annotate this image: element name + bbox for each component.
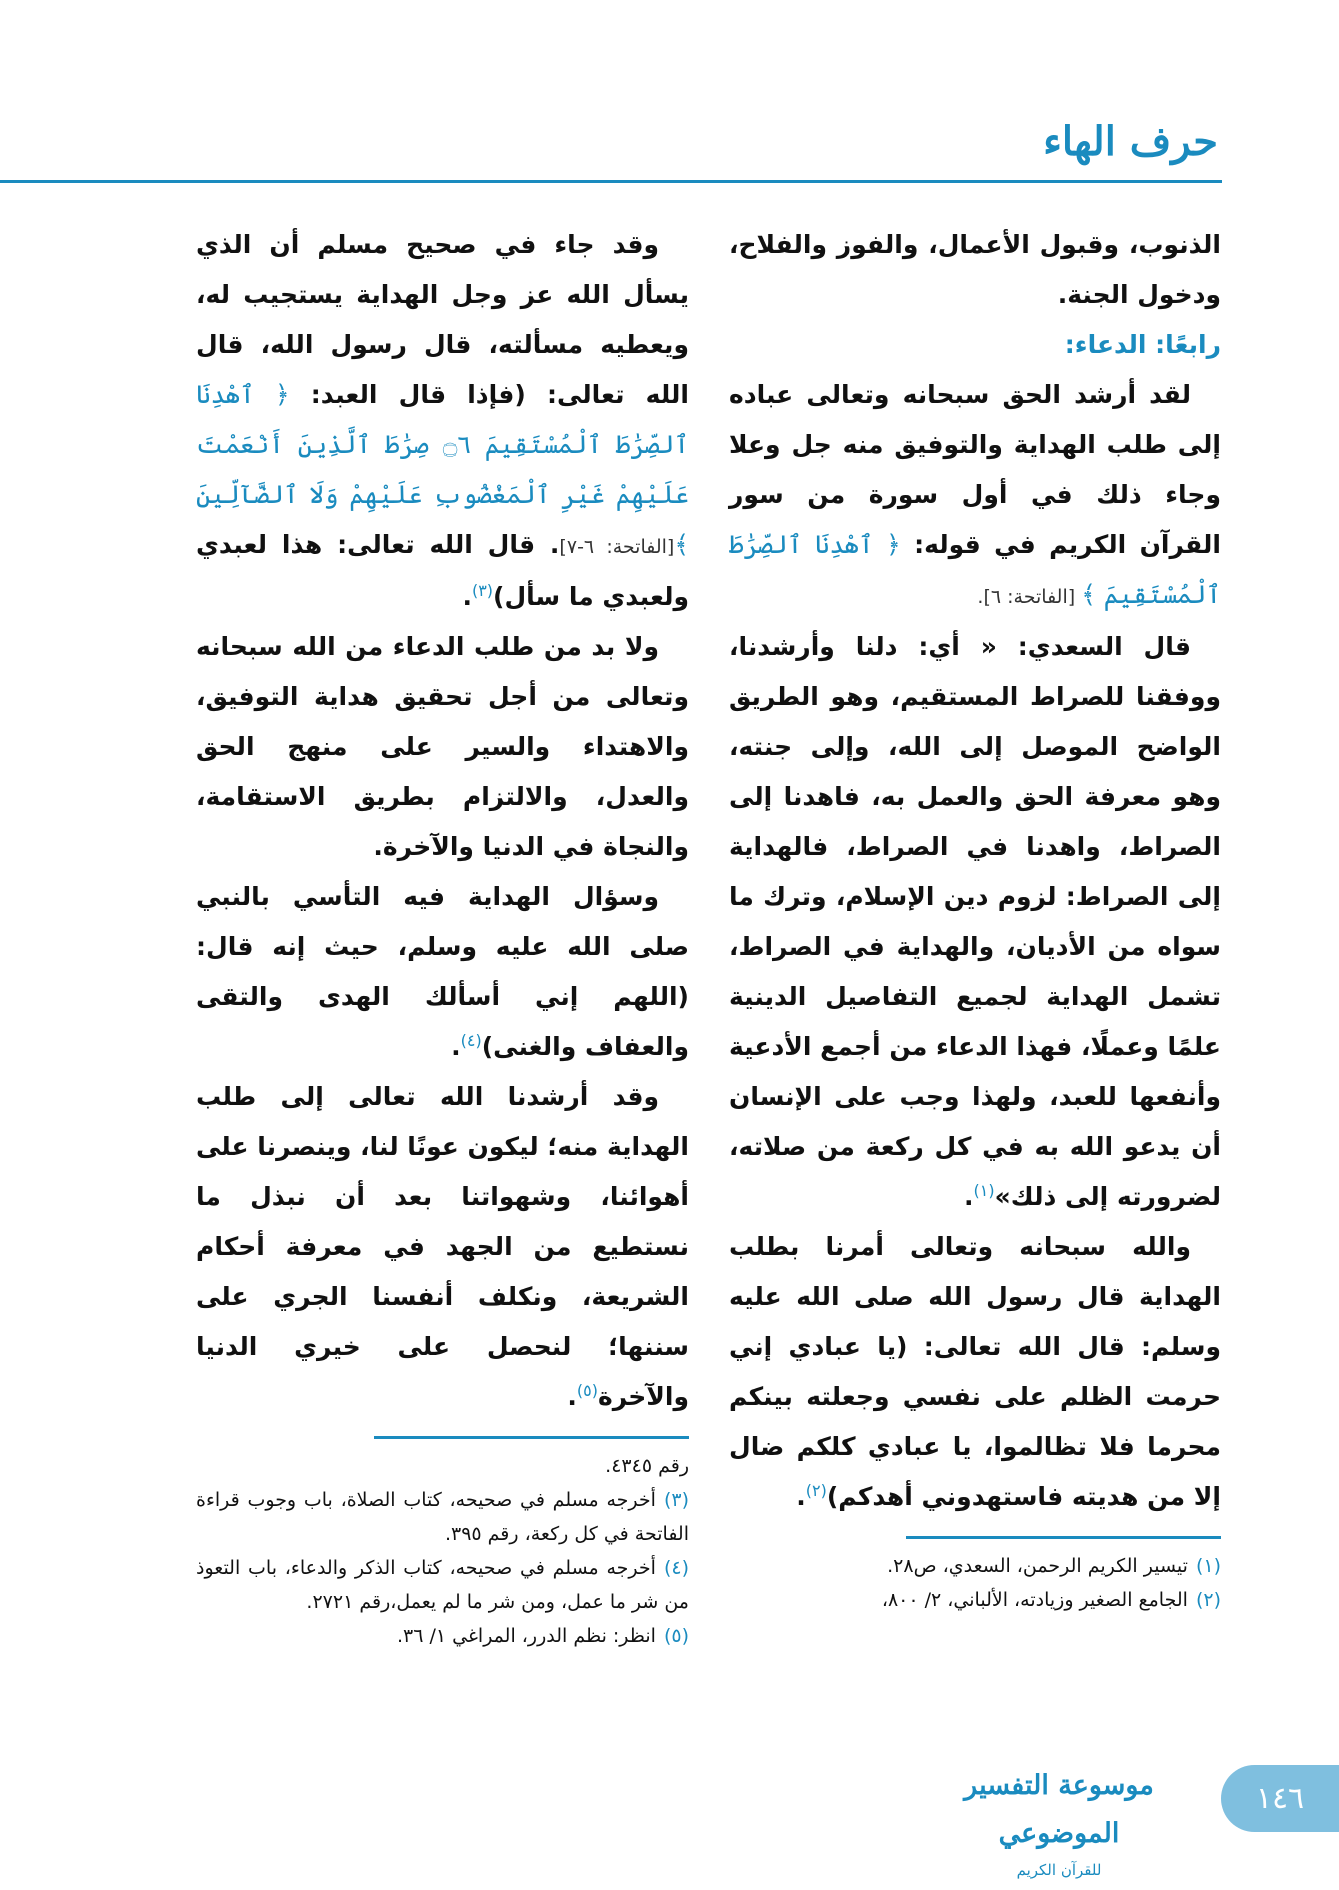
footnote [729, 1549, 1221, 1583]
footnote-number: (٣) [663, 1489, 689, 1511]
footnote-divider-right [906, 1536, 1221, 1539]
verse-reference: [الفاتحة: ٦]. [977, 586, 1082, 608]
footnote-number: (٢) [1195, 1589, 1221, 1611]
footnote-text: الجامع الصغير وزيادته، الألباني، ٢/ ٨٠٠، [881, 1589, 1188, 1611]
text-segment: وقد جاء في صحيح مسلم أن الذي يسأل الله عز وجل الهداية يستجيب له، ويعطيه مسألته، قال رسول الله، قال الله تعالى: (فإذا قال العبد: [196, 230, 689, 409]
paragraph [729, 370, 1221, 622]
encyclopedia-logo [934, 1762, 1184, 1879]
logo-subtitle: للقرآن الكريم [1016, 1861, 1102, 1879]
footnote-marker: (١) [973, 1181, 995, 1200]
footnote-marker: (٣) [471, 581, 494, 600]
text-segment: . [964, 1182, 974, 1211]
quran-verse: ﴿ ٱهْدِنَا ٱلصِّرَٰطَ ٱلْمُسْتَقِيمَ ۝٦ صِرَٰطَ ٱلَّذِينَ أَنْعَمْتَ عَلَيْهِمْ غَيْرِ ٱلْمَغْضُوبِ عَلَيْهِمْ وَلَا ٱلضَّآلِّينَ ﴾ [196, 380, 690, 559]
footnotes-left [196, 1449, 689, 1653]
text-segment: . [567, 1382, 577, 1411]
section-heading [729, 320, 1221, 370]
quran-verse: ﴿ ٱهْدِنَا ٱلصِّرَٰطَ ٱلْمُسْتَقِيمَ ﴾ [729, 530, 1221, 609]
verse-reference: [الفاتحة: ٦-٧] [559, 536, 675, 558]
footnote [196, 1449, 689, 1483]
text-segment: والله سبحانه وتعالى أمرنا بطلب الهداية قال رسول الله صلى الله عليه وسلم: قال الله تعالى: (يا عبادي إني حرمت الظلم على نفسي وجعلته بينكم محرما فلا تظالموا، يا عبادي كلكم ضال إلا من هديته فاستهدوني أهدكم) [729, 1232, 1221, 1511]
footnote-number: (٤) [663, 1557, 689, 1579]
paragraph [729, 220, 1221, 320]
text-segment: . [796, 1482, 806, 1511]
footnote-text: رقم ٤٣٤٥. [605, 1455, 689, 1477]
text-segment: وسؤال الهداية فيه التأسي بالنبي صلى الله عليه وسلم، حيث إنه قال: (اللهم إني أسألك الهدى والتقى والعفاف والغنى) [196, 882, 689, 1061]
text-segment: الذنوب، وقبول الأعمال، والفوز والفلاح، ودخول الجنة. [729, 230, 1221, 309]
paragraph [196, 1072, 689, 1422]
paragraph [196, 220, 689, 622]
footnote [196, 1483, 689, 1551]
text-segment: . قال الله تعالى: هذا لعبدي ولعبدي ما سأل) [196, 530, 689, 611]
footnote-marker: (٤) [460, 1031, 482, 1050]
page-number: ١٤٦ [1255, 1781, 1305, 1816]
footnote [196, 1619, 689, 1653]
paragraph [196, 872, 689, 1072]
paragraph [729, 1222, 1221, 1522]
header-divider [0, 180, 1222, 183]
footnote-number: (١) [1195, 1555, 1221, 1577]
footnote [729, 1583, 1221, 1617]
text-segment: ولا بد من طلب الدعاء من الله سبحانه وتعالى من أجل تحقيق هداية التوفيق، والاهتداء والسير على منهج الحق والعدل، والالتزام بطريق الاستقامة، والنجاة في الدنيا والآخرة. [196, 632, 689, 861]
chapter-title: حرف الهاء [1043, 118, 1218, 165]
text-segment: وقد أرشدنا الله تعالى إلى طلب الهداية منه؛ ليكون عونًا لنا، وينصرنا على أهوائنا، وشهواتنا بعد أن نبذل ما نستطيع من الجهد في معرفة أحكام الشريعة، ونكلف أنفسنا الجري على سننها؛ لنحصل على خيري الدنيا والآخرة [196, 1082, 689, 1411]
text-segment: . [462, 582, 472, 611]
right-side [729, 220, 1221, 1617]
footnote-marker: (٢) [805, 1481, 827, 1500]
left-side [196, 220, 689, 1653]
footnote-text: أخرجه مسلم في صحيحه، كتاب الذكر والدعاء، باب التعوذ من شر ما عمل، ومن شر ما لم يعمل،رقم ٢٧٢١. [196, 1557, 689, 1613]
footnote-text: انظر: نظم الدرر، المراغي ١/ ٣٦. [396, 1625, 656, 1647]
paragraph [196, 622, 689, 872]
footnote [196, 1551, 689, 1619]
footnote-number: (٥) [663, 1625, 689, 1647]
text-segment: . [451, 1032, 461, 1061]
footnotes-right [729, 1549, 1221, 1617]
footnote-divider-left [374, 1436, 689, 1439]
left-column [196, 220, 689, 1422]
paragraph [729, 622, 1221, 1222]
footnote-marker: (٥) [576, 1381, 598, 1400]
footnote-text: تيسير الكريم الرحمن، السعدي، ص٢٨. [887, 1555, 1188, 1577]
text-segment: لقد أرشد الحق سبحانه وتعالى عباده إلى طلب الهداية والتوفيق منه جل وعلا وجاء ذلك في أول سورة من سور القرآن الكريم في قوله: [729, 380, 1221, 559]
page-number-badge [1221, 1765, 1339, 1832]
text-segment: قال السعدي: « أي: دلنا وأرشدنا، ووفقنا للصراط المستقيم، وهو الطريق الواضح الموصل إلى الله، وإلى جنته، وهو معرفة الحق والعمل به، فاهدنا إلى الصراط، واهدنا في الصراط، فالهداية إلى الصراط: لزوم دين الإسلام، وترك ما سواه من الأديان، والهداية في الصراط، تشمل الهداية لجميع التفاصيل الدينية علمًا وعملًا، فهذا الدعاء من أجمع الأدعية وأنفعها للعبد، ولهذا وجب على الإنسان أن يدعو الله به في كل ركعة من صلاته، لضرورته إلى ذلك» [729, 632, 1221, 1211]
right-column [729, 220, 1221, 1522]
footnote-text: أخرجه مسلم في صحيحه، كتاب الصلاة، باب وجوب قراءة الفاتحة في كل ركعة، رقم ٣٩٥. [196, 1489, 689, 1545]
logo-title: موسوعة التفسير الموضوعي [964, 1770, 1154, 1849]
text-segment: رابعًا: الدعاء: [1064, 330, 1221, 359]
